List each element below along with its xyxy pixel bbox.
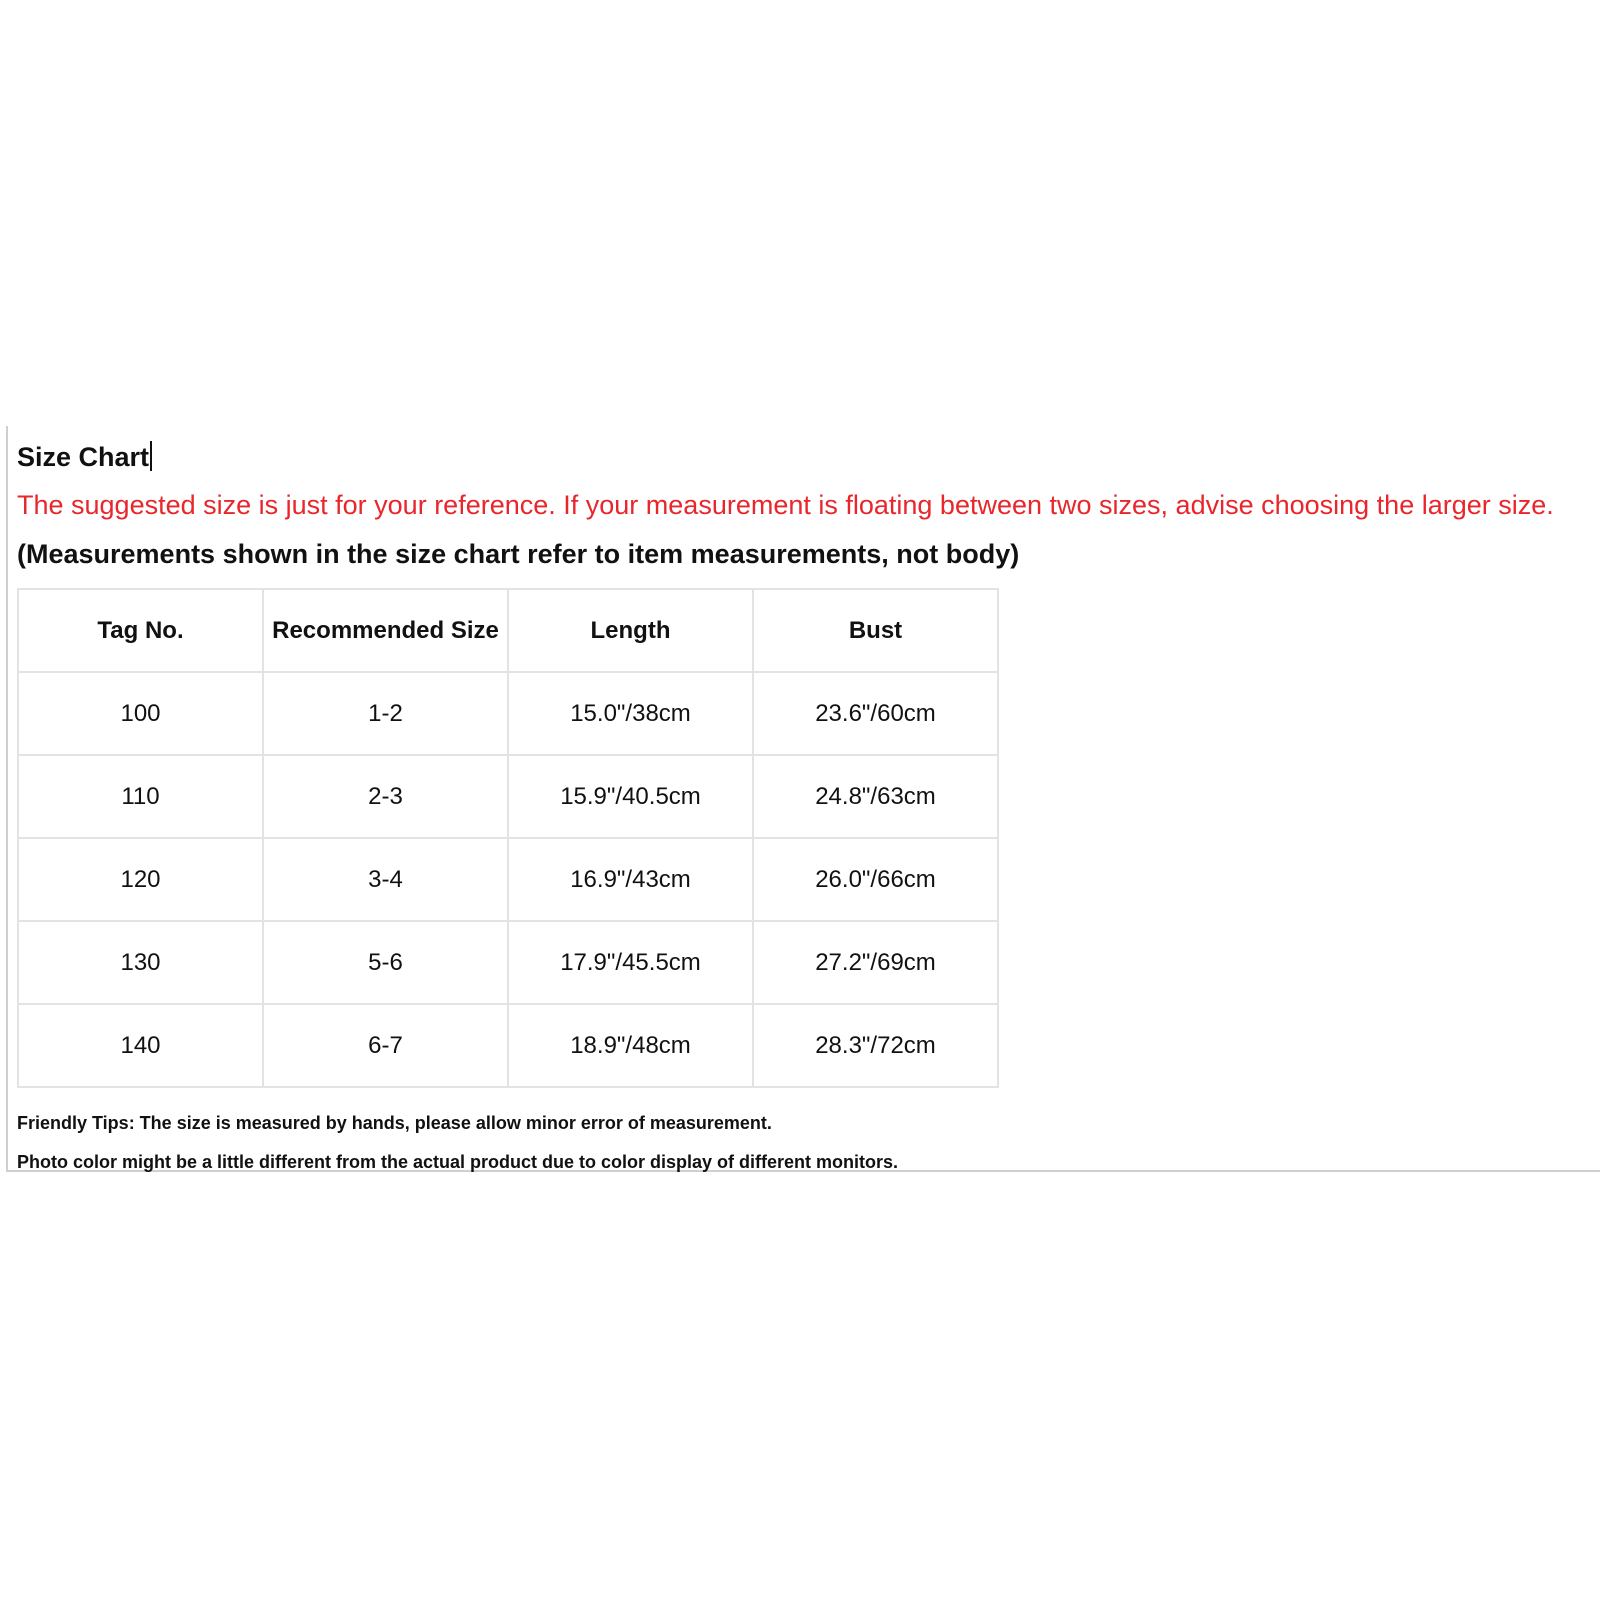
- table-header-row: [18, 589, 998, 672]
- cell-length: 17.9"/45.5cm: [508, 921, 753, 1004]
- cell-bust: 26.0"/66cm: [753, 838, 998, 921]
- table-row: [18, 921, 998, 1004]
- cell-bust: 28.3"/72cm: [753, 1004, 998, 1087]
- cell-bust: 27.2"/69cm: [753, 921, 998, 1004]
- header-bust: Bust: [753, 589, 998, 672]
- header-length: Length: [508, 589, 753, 672]
- table-row: [18, 838, 998, 921]
- header-tag-no: Tag No.: [18, 589, 263, 672]
- cell-bust: 23.6"/60cm: [753, 672, 998, 755]
- cell-recommended-size: 6-7: [263, 1004, 508, 1087]
- cell-tag-no: 130: [18, 921, 263, 1004]
- cell-recommended-size: 5-6: [263, 921, 508, 1004]
- table-row: [18, 1004, 998, 1087]
- cell-length: 15.0"/38cm: [508, 672, 753, 755]
- cell-recommended-size: 2-3: [263, 755, 508, 838]
- friendly-tip: Friendly Tips: The size is measured by hands, please allow minor error of measurement.: [17, 1113, 772, 1133]
- title-text: Size Chart: [17, 442, 150, 472]
- size-chart-panel: [6, 426, 1600, 1172]
- cell-recommended-size: 1-2: [263, 672, 508, 755]
- cell-bust: 24.8"/63cm: [753, 755, 998, 838]
- size-table: [17, 588, 999, 1088]
- cell-recommended-size: 3-4: [263, 838, 508, 921]
- cell-tag-no: 110: [18, 755, 263, 838]
- cell-length: 18.9"/48cm: [508, 1004, 753, 1087]
- cell-tag-no: 100: [18, 672, 263, 755]
- table-row: [18, 672, 998, 755]
- page-title: [17, 440, 152, 474]
- color-disclaimer: Photo color might be a little different from the actual product due to color display of different monitors.: [17, 1152, 899, 1172]
- measurement-note: (Measurements shown in the size chart refer to item measurements, not body): [17, 539, 1020, 569]
- text-cursor: [150, 441, 152, 471]
- size-notice: The suggested size is just for your reference. If your measurement is floating between two sizes, advise choosing the larger size.: [17, 490, 1554, 520]
- cell-length: 15.9"/40.5cm: [508, 755, 753, 838]
- cell-tag-no: 120: [18, 838, 263, 921]
- cell-length: 16.9"/43cm: [508, 838, 753, 921]
- cell-tag-no: 140: [18, 1004, 263, 1087]
- header-recommended-size: Recommended Size: [263, 589, 508, 672]
- table-row: [18, 755, 998, 838]
